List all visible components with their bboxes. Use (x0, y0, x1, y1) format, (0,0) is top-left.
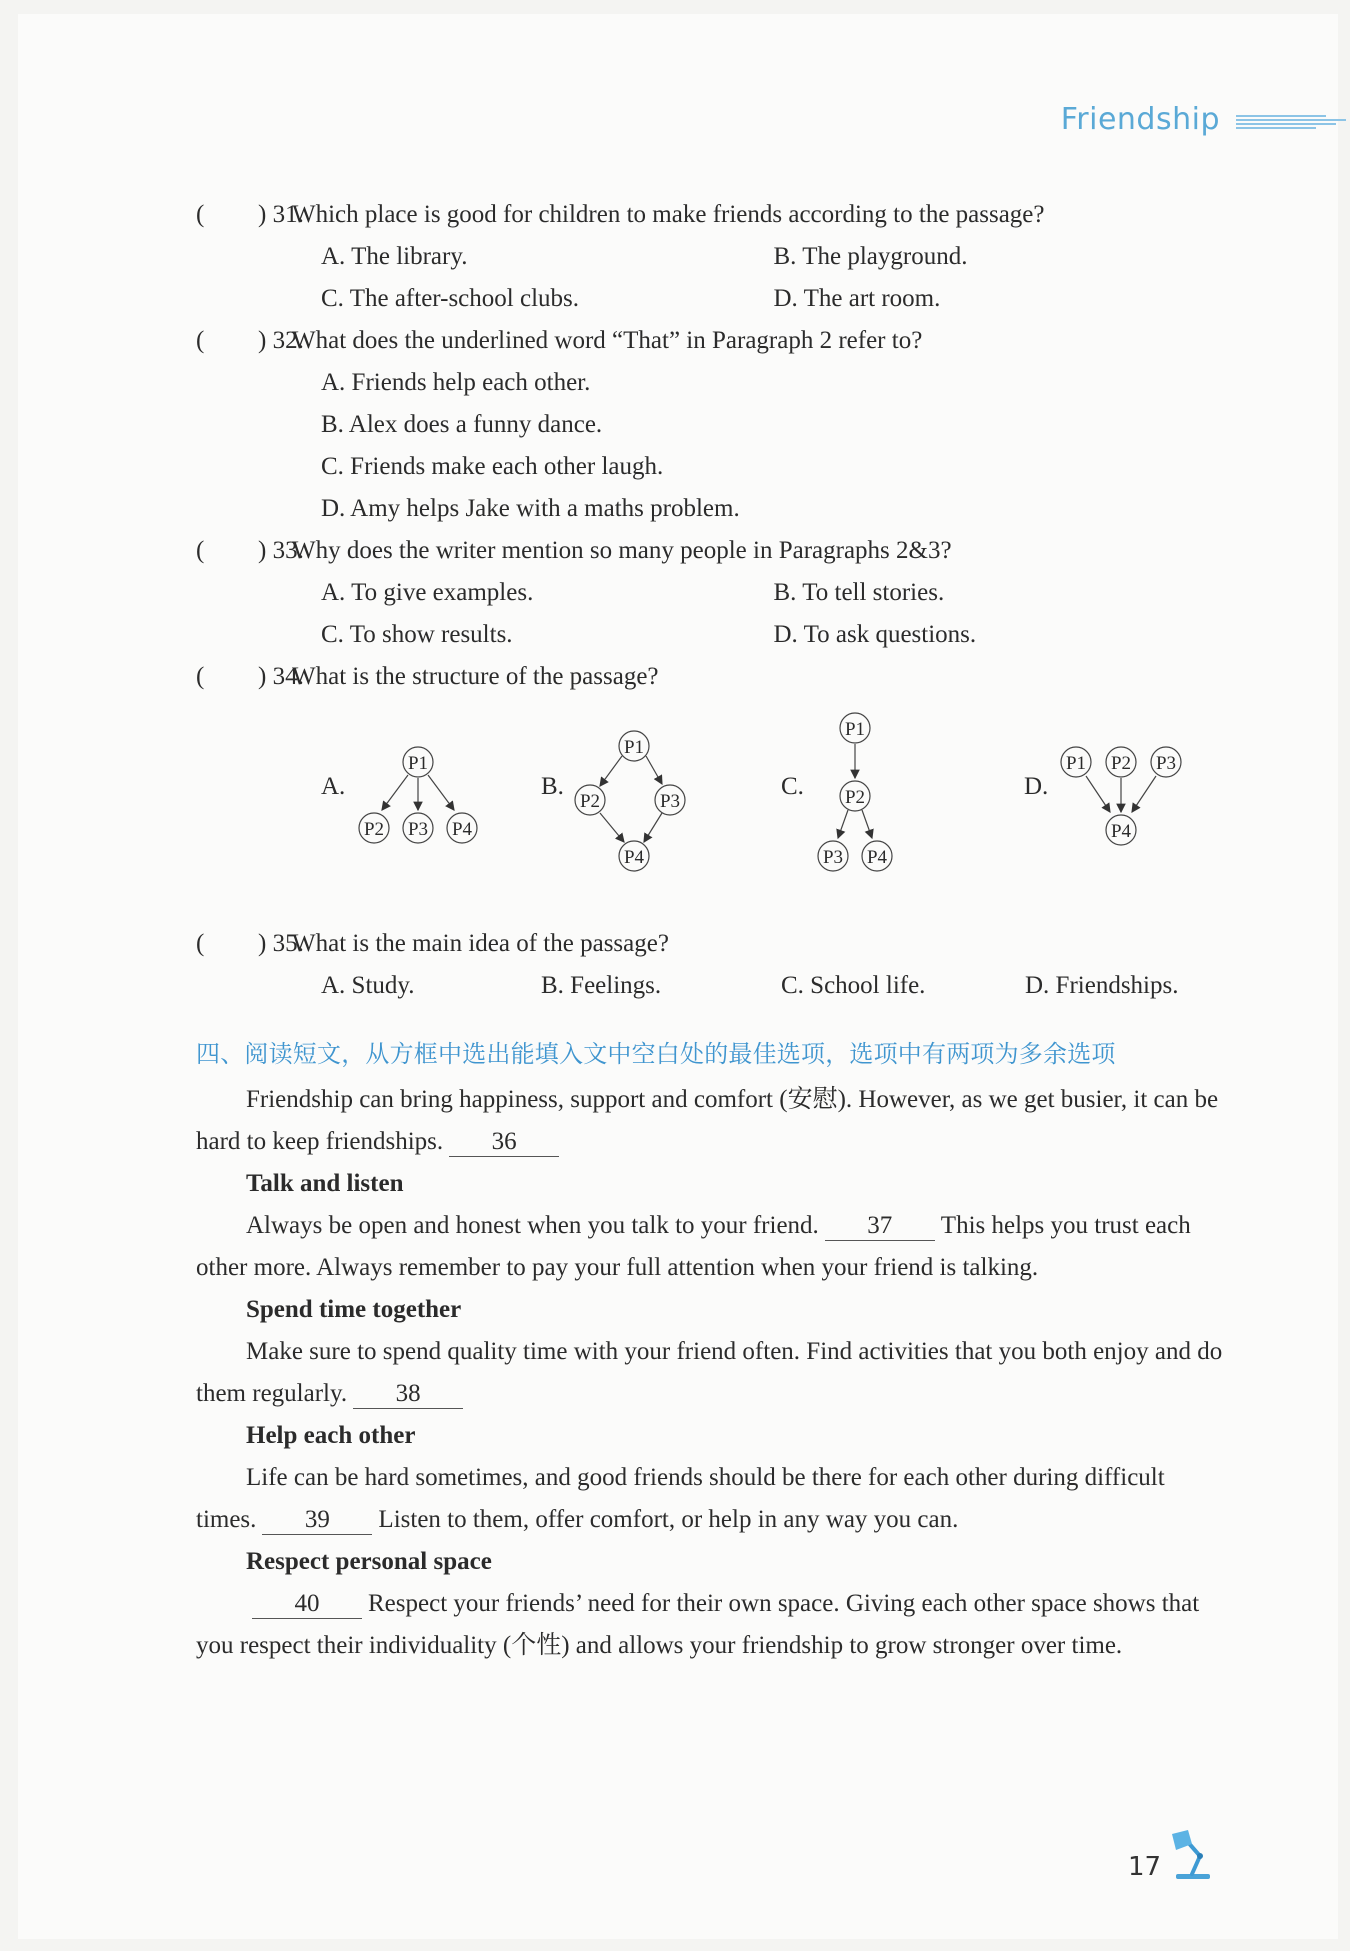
subheading-respect-space: Respect personal space (246, 1548, 492, 1575)
structure-diagrams (196, 698, 1226, 923)
question-35 (196, 923, 1226, 965)
diagram-label-a: A. (321, 773, 346, 800)
options-row (196, 278, 1226, 320)
question-text: Why does the writer mention so many people in Paragraphs 2&3? (292, 537, 952, 564)
option-b: B. Feelings. (541, 972, 662, 999)
diagram-label-d: D. (1024, 773, 1049, 800)
paragraph-talk-listen: Always be open and honest when you talk to your friend. 37 This helps you trust each other more. Always remember to pay your full attention when your friend is talking. (196, 1212, 1191, 1281)
section-title: 四、阅读短文，从方框中选出能填入文中空白处的最佳选项，选项中有两项为多余选项 (196, 1040, 1116, 1068)
node-p2: P2 (579, 791, 601, 812)
page (18, 14, 1338, 1939)
blank-39[interactable]: 39 (262, 1506, 372, 1535)
node-p4: P4 (451, 819, 473, 840)
content (196, 194, 1226, 1667)
intro-paragraph: Friendship can bring happiness, support and comfort (安慰). However, as we get busier, it can be hard to keep friendships. 36 (196, 1086, 1219, 1155)
subheading-talk-listen: Talk and listen (246, 1170, 404, 1197)
node-p4: P4 (866, 847, 888, 868)
node-p4: P4 (1110, 821, 1132, 842)
options-row (196, 965, 1226, 1007)
answer-bracket[interactable]: ( ) 34. (196, 663, 304, 690)
node-p1: P1 (844, 719, 866, 740)
node-p2: P2 (363, 819, 385, 840)
node-p1: P1 (623, 737, 645, 758)
question-32 (196, 320, 1226, 362)
node-p1: P1 (1065, 753, 1087, 774)
answer-bracket[interactable]: ( ) 35. (196, 930, 304, 957)
node-p2: P2 (1110, 753, 1132, 774)
desk-lamp-icon (1166, 1826, 1218, 1882)
option-d: D. Amy helps Jake with a maths problem. (321, 495, 740, 522)
paragraph-respect-space: 40 Respect your friends’ need for their own space. Giving each other space shows that you respect their individuality (个性) and allows your friendship to grow stronger over time. (196, 1590, 1200, 1659)
question-text: Which place is good for children to make friends according to the passage? (292, 201, 1045, 228)
question-text: What is the main idea of the passage? (292, 930, 669, 957)
header-title: Friendship (1060, 102, 1220, 137)
option-b: B. To tell stories. (773, 579, 945, 606)
node-p3: P3 (822, 847, 844, 868)
question-33 (196, 530, 1226, 572)
paragraph-help-each-other: Life can be hard sometimes, and good friends should be there for each other during difficult times. 39 Listen to them, offer comfort, or help in any way you can. (196, 1464, 1165, 1533)
diagram-label-b: B. (541, 773, 564, 800)
answer-bracket[interactable]: ( ) 32. (196, 327, 304, 354)
question-34 (196, 656, 1226, 698)
options-row (196, 236, 1226, 278)
node-p4: P4 (623, 847, 645, 868)
option-c: C. To show results. (321, 621, 513, 648)
question-text: What is the structure of the passage? (292, 663, 659, 690)
options-row (196, 572, 1226, 614)
blank-40[interactable]: 40 (252, 1590, 362, 1619)
question-text: What does the underlined word “That” in Paragraph 2 refer to? (292, 327, 923, 354)
option-a: A. To give examples. (321, 579, 534, 606)
node-p3: P3 (1155, 753, 1177, 774)
diagram-svg (196, 698, 1226, 923)
blank-38[interactable]: 38 (353, 1380, 463, 1409)
option-d: D. Friendships. (1025, 972, 1179, 999)
option-a: A. Study. (321, 972, 415, 999)
option-a: A. The library. (321, 243, 468, 270)
node-p3: P3 (659, 791, 681, 812)
option-c: C. Friends make each other laugh. (321, 453, 664, 480)
header-decoration (1236, 114, 1350, 132)
option-d: D. The art room. (773, 285, 941, 312)
question-31 (196, 194, 1226, 236)
node-p3: P3 (407, 819, 429, 840)
option-d: D. To ask questions. (773, 621, 977, 648)
blank-37[interactable]: 37 (825, 1212, 935, 1241)
paragraph-spend-time: Make sure to spend quality time with your friend often. Find activities that you both enjoy and do them regularly. 38 (196, 1338, 1223, 1407)
node-p1: P1 (407, 753, 429, 774)
option-b: B. The playground. (773, 243, 968, 270)
option-c: C. School life. (781, 972, 926, 999)
node-p2: P2 (844, 787, 866, 808)
blank-36[interactable]: 36 (449, 1128, 559, 1157)
answer-bracket[interactable]: ( ) 31. (196, 201, 304, 228)
option-a: A. Friends help each other. (321, 369, 591, 396)
page-number: 17 (1128, 1852, 1162, 1882)
options-row (196, 614, 1226, 656)
diagram-label-c: C. (781, 773, 804, 800)
option-b: B. Alex does a funny dance. (321, 411, 603, 438)
answer-bracket[interactable]: ( ) 33. (196, 537, 304, 564)
option-c: C. The after-school clubs. (321, 285, 579, 312)
subheading-help-each-other: Help each other (246, 1422, 416, 1449)
subheading-spend-time: Spend time together (246, 1296, 462, 1323)
